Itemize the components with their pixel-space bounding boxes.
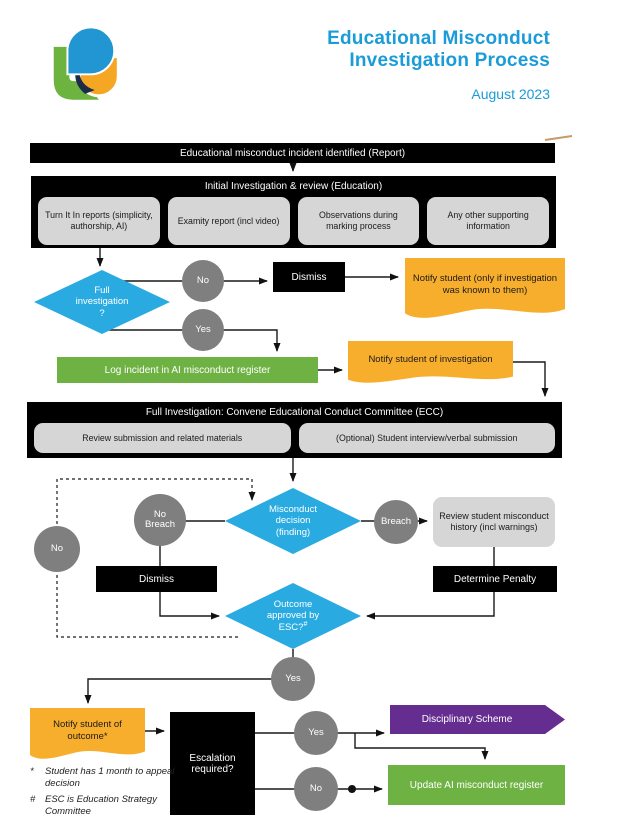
footnote-esc: # ESC is Education Strategy Committee <box>30 793 157 817</box>
step-full-investigation-ecc <box>27 402 562 458</box>
footnote-appeal: * Student has 1 month to appeal decision <box>30 766 175 789</box>
ecc-items-row <box>27 418 562 453</box>
step-incident-identified: Educational misconduct incident identified (Report) <box>30 143 555 163</box>
step-initial-investigation <box>31 176 556 248</box>
step-log-incident-register: Log incident in AI misconduct register <box>57 357 318 383</box>
branch-no-full-investigation: No <box>182 260 224 302</box>
source-other-information: Any other supporting information <box>427 197 549 245</box>
page-title: Educational Misconduct Investigation Process <box>327 28 550 71</box>
step-update-ai-register: Update AI misconduct register <box>388 765 565 805</box>
step-dismiss-after-finding: Dismiss <box>96 566 217 592</box>
doc-notify-student-outcome: Notify student of outcome* <box>30 708 145 764</box>
branch-yes-full-investigation: Yes <box>182 309 224 351</box>
branch-breach: Breach <box>374 500 418 544</box>
ecc-student-interview: (Optional) Student interview/verbal submission <box>299 423 556 453</box>
evidence-sources-row <box>31 192 556 245</box>
doc-notify-student-if-known: Notify student (only if investigation was known to them) <box>405 258 565 324</box>
branch-no-esc-approval: No <box>34 526 80 572</box>
decision-escalation-required: Escalation required? <box>170 712 255 815</box>
source-marking-observations: Observations during marking process <box>298 197 420 245</box>
initial-investigation-heading: Initial Investigation & review (Education) <box>204 181 383 192</box>
step-disciplinary-scheme: Disciplinary Scheme <box>390 705 565 734</box>
branch-yes-esc-approval: Yes <box>271 657 315 701</box>
step-review-misconduct-history: Review student misconduct history (incl warnings) <box>433 497 555 547</box>
decision-outcome-approved-esc: Outcome approved by ESC?# <box>225 583 361 649</box>
page-date: August 2023 <box>471 86 550 102</box>
doc-notify-student-investigation: Notify student of investigation <box>348 341 513 387</box>
footnotes <box>30 766 182 822</box>
branch-yes-escalation: Yes <box>294 711 338 755</box>
source-turnitin-reports: Turn It In reports (simplicity, authorship, AI) <box>38 197 160 245</box>
ecc-review-submission: Review submission and related materials <box>34 423 291 453</box>
source-examity-report: Examity report (incl video) <box>168 197 290 245</box>
decision-full-investigation: Full investigation ? <box>34 270 170 334</box>
ecc-heading: Full Investigation: Convene Educational Conduct Committee (ECC) <box>145 407 444 418</box>
step-dismiss-initial: Dismiss <box>273 262 345 292</box>
branch-no-escalation: No <box>294 767 338 811</box>
decision-misconduct-finding: Misconduct decision (finding) <box>225 488 361 554</box>
step-determine-penalty: Determine Penalty <box>433 566 557 592</box>
branch-no-breach: No Breach <box>134 494 186 546</box>
